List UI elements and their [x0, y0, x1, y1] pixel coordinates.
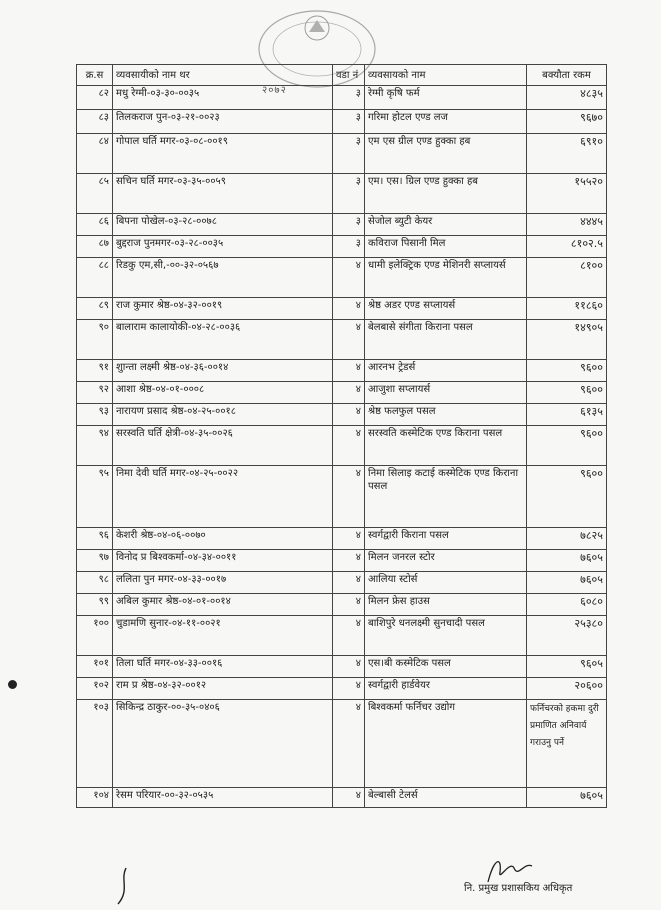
seal-year: २०७२ [262, 85, 287, 96]
row-amount: ६०८० [527, 594, 607, 616]
row-name: विनोद प्र बिश्वकर्मा-०४-३४-००११ [113, 550, 333, 572]
row-ward: ४ [333, 656, 365, 678]
row-business: रेग्मी कृषि फर्म [365, 86, 527, 110]
row-serial: ९७ [77, 550, 113, 572]
row-ward: ४ [333, 426, 365, 466]
row-business: आलिया स्टोर्स [365, 572, 527, 594]
row-amount: ६१३५ [527, 404, 607, 426]
row-serial: ९४ [77, 426, 113, 466]
row-name: तिलकराज पुन-०३-२१-००२३ [113, 110, 333, 134]
row-amount: ८१०० [527, 258, 607, 298]
row-serial: ८५ [77, 174, 113, 214]
row-name: चुडामणि सुनार-०४-११-००२१ [113, 616, 333, 656]
row-ward: ३ [333, 214, 365, 236]
row-business: स्वर्गद्वारी हार्डवेयर [365, 678, 527, 700]
row-business: निमा सिलाइ कटाई कस्मेटिक एण्ड किराना पसल [365, 466, 527, 528]
row-serial: १०४ [77, 788, 113, 808]
row-serial: ८२ [77, 86, 113, 110]
row-name: गोपाल घर्ति मगर-०३-०८-००१९ [113, 134, 333, 174]
row-name: अबिल कुमार श्रेष्ठ-०४-०१-००१४ [113, 594, 333, 616]
row-ward: ४ [333, 258, 365, 298]
row-amount: ४८३५ [527, 86, 607, 110]
row-serial: १०१ [77, 656, 113, 678]
row-amount: ९६०५ [527, 656, 607, 678]
table-row [77, 426, 607, 466]
table-row [77, 528, 607, 550]
row-business: एम। एस। ग्रिल एण्ड हुक्का हब [365, 174, 527, 214]
ink-mark [8, 680, 17, 689]
header-business: व्यवसायको नाम [365, 65, 527, 86]
row-business: आरनभ ट्रेडर्स [365, 360, 527, 382]
row-ward: ४ [333, 320, 365, 360]
table-row [77, 466, 607, 528]
table-row [77, 404, 607, 426]
row-business: धामी इलेक्ट्रिक एण्ड मेशिनरी सप्लायर्स [365, 258, 527, 298]
table-row [77, 788, 607, 808]
row-amount: ९६०० [527, 382, 607, 404]
header-serial: क्र.स [77, 65, 113, 86]
row-business: मिलन फ्रेस हाउस [365, 594, 527, 616]
row-ward: ४ [333, 616, 365, 656]
row-name: बालाराम कालायोकी-०४-२८-००३६ [113, 320, 333, 360]
row-name: राम प्र श्रेष्ठ-०४-३२-००१२ [113, 678, 333, 700]
row-business: बाशिपुरे धनलक्ष्मी सुनचादी पसल [365, 616, 527, 656]
table-row [77, 656, 607, 678]
row-serial: १०० [77, 616, 113, 656]
pen-mark [108, 866, 142, 906]
table-row [77, 360, 607, 382]
row-ward: ४ [333, 550, 365, 572]
row-business: सेजोल ब्युटी केयर [365, 214, 527, 236]
table-row [77, 258, 607, 298]
table-row [77, 382, 607, 404]
row-serial: ९८ [77, 572, 113, 594]
table-row [77, 700, 607, 788]
row-serial: ९१ [77, 360, 113, 382]
row-ward: ३ [333, 236, 365, 258]
table-row [77, 320, 607, 360]
row-business: एम एस ग्रील एण्ड हुक्का हब [365, 134, 527, 174]
row-serial: ९९ [77, 594, 113, 616]
row-name: रिडकु एम,सी,-००-३२-०५६७ [113, 258, 333, 298]
row-serial: ८९ [77, 298, 113, 320]
officer-designation: नि. प्रमुख प्रशासकिय अधिकृत [464, 883, 573, 894]
row-ward: ३ [333, 86, 365, 110]
table-row [77, 236, 607, 258]
row-name: आशा श्रेष्ठ-०४-०१-०००८ [113, 382, 333, 404]
row-ward: ४ [333, 528, 365, 550]
row-amount-note: फर्निचरको हकमा दुरी प्रमाणित अनिवार्य गराउनु पर्ने [527, 700, 607, 788]
row-name: ललिता पुन मगर-०४-३३-००१७ [113, 572, 333, 594]
row-serial: ९६ [77, 528, 113, 550]
row-ward: ४ [333, 594, 365, 616]
row-business: श्रेष्ठ अडर एण्ड सप्लायर्स [365, 298, 527, 320]
row-amount: ७६०५ [527, 572, 607, 594]
row-amount: ९६०० [527, 360, 607, 382]
row-name: बुद्दराज पुनमगर-०३-२८-००३५ [113, 236, 333, 258]
row-serial: ८६ [77, 214, 113, 236]
row-serial: ९२ [77, 382, 113, 404]
row-serial: ९५ [77, 466, 113, 528]
table-row [77, 214, 607, 236]
table-row [77, 110, 607, 134]
row-name: सिकिन्द्र ठाकुर-००-३५-०४०६ [113, 700, 333, 788]
row-ward: ४ [333, 678, 365, 700]
row-amount: २०६०० [527, 678, 607, 700]
table-row [77, 134, 607, 174]
row-serial: ८८ [77, 258, 113, 298]
row-name: केशरी श्रेष्ठ-०४-०६-००७० [113, 528, 333, 550]
row-name: तिला घर्ति मगर-०४-३३-००१६ [113, 656, 333, 678]
row-ward: ४ [333, 700, 365, 788]
row-amount: ९६०० [527, 466, 607, 528]
row-business: स्वर्गद्वारी किराना पसल [365, 528, 527, 550]
table-row [77, 616, 607, 656]
row-business: बेलबासे संगीता किराना पसल [365, 320, 527, 360]
table-row [77, 298, 607, 320]
row-ward: ४ [333, 788, 365, 808]
table-row [77, 550, 607, 572]
row-name: शुान्ता लक्ष्मी श्रेष्ठ-०४-३६-००१४ [113, 360, 333, 382]
row-business: बेल्बासी टेलर्स [365, 788, 527, 808]
row-serial: ९० [77, 320, 113, 360]
row-business: बिश्वकर्मा फर्निचर उद्योग [365, 700, 527, 788]
row-serial: ९३ [77, 404, 113, 426]
row-amount: ४४४५ [527, 214, 607, 236]
header-ward: वडा नं [333, 65, 365, 86]
row-business: कविराज पिसानी मिल [365, 236, 527, 258]
row-serial: ८३ [77, 110, 113, 134]
row-amount: ८१०२.५ [527, 236, 607, 258]
row-amount: ११८६० [527, 298, 607, 320]
row-business: श्रेष्ठ फलफुल पसल [365, 404, 527, 426]
table-row [77, 572, 607, 594]
row-serial: ८७ [77, 236, 113, 258]
row-amount: १५५२० [527, 174, 607, 214]
row-business: मिलन जनरल स्टोर [365, 550, 527, 572]
row-name: बिपना पोखेल-०३-२८-००७८ [113, 214, 333, 236]
row-name: सरस्वति घर्ति क्षेत्री-०४-३५-००२६ [113, 426, 333, 466]
table-row [77, 594, 607, 616]
table-header [77, 65, 607, 86]
row-business: सरस्वति कस्मेटिक एण्ड किराना पसल [365, 426, 527, 466]
header-name: व्यवसायीको नाम थर [113, 65, 333, 86]
row-name: नारायण प्रसाद श्रेष्ठ-०४-२५-००१८ [113, 404, 333, 426]
row-ward: ४ [333, 298, 365, 320]
row-ward: ४ [333, 382, 365, 404]
row-serial: १०३ [77, 700, 113, 788]
row-name: मधु रेग्मी-०३-३०-००३५ [113, 86, 333, 110]
row-business: एस।बी कस्मेटिक पसल [365, 656, 527, 678]
row-amount: ९६७० [527, 110, 607, 134]
row-ward: ३ [333, 174, 365, 214]
row-ward: ४ [333, 572, 365, 594]
row-name: सचिन घर्ति मगर-०३-३५-००५९ [113, 174, 333, 214]
row-amount: ७६०५ [527, 550, 607, 572]
row-amount: ९६०० [527, 426, 607, 466]
row-ward: ३ [333, 134, 365, 174]
table-row [77, 86, 607, 110]
row-amount: १४९०५ [527, 320, 607, 360]
header-amount: बक्यौता रकम [527, 65, 607, 86]
row-serial: ८४ [77, 134, 113, 174]
row-business: गरिमा होटल एण्ड लज [365, 110, 527, 134]
row-amount: २५३८० [527, 616, 607, 656]
row-name: राज कुमार श्रेष्ठ-०४-३२-००१९ [113, 298, 333, 320]
row-name: रेसम परियार-००-३२-०५३५ [113, 788, 333, 808]
row-name: निमा देवी घर्ति मगर-०४-२५-००२२ [113, 466, 333, 528]
row-ward: ४ [333, 466, 365, 528]
row-amount: ७६०५ [527, 788, 607, 808]
row-ward: ४ [333, 360, 365, 382]
row-amount: ६९१० [527, 134, 607, 174]
row-serial: १०२ [77, 678, 113, 700]
table-row [77, 678, 607, 700]
row-ward: ३ [333, 110, 365, 134]
arrears-table [76, 64, 607, 808]
row-amount: ७८२५ [527, 528, 607, 550]
table-row [77, 174, 607, 214]
row-business: आजुशा सप्लायर्स [365, 382, 527, 404]
row-ward: ४ [333, 404, 365, 426]
